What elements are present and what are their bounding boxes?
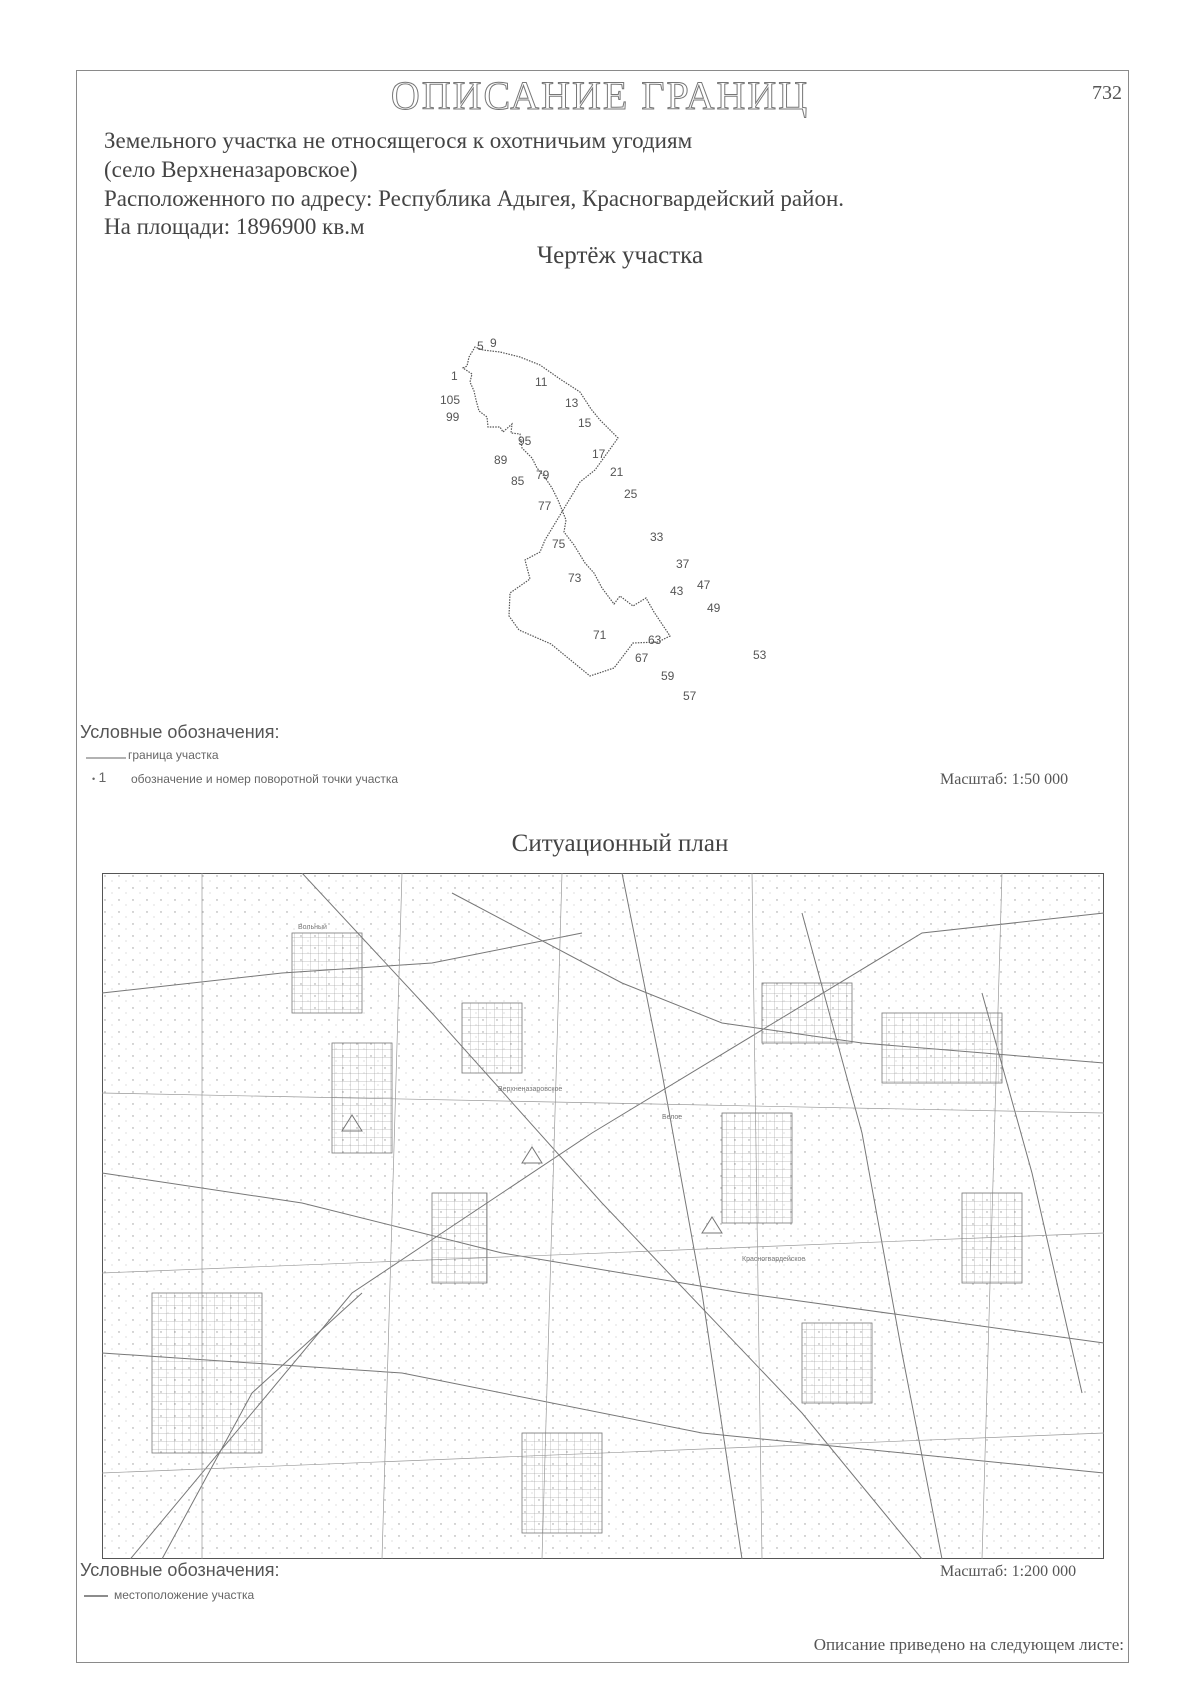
boundary-line-swatch: [86, 752, 126, 762]
point-label: 75: [552, 537, 566, 551]
point-label: 17: [592, 447, 606, 461]
point-label: 71: [593, 628, 607, 642]
turning-point-symbol: • 1: [92, 769, 107, 785]
point-label: 1: [451, 369, 458, 383]
point-label: 105: [440, 393, 461, 407]
location-line-swatch: [84, 1592, 108, 1600]
plot-boundary-drawing: [420, 330, 780, 710]
plot-legend-point-label: обозначение и номер поворотной точки участка: [131, 772, 399, 786]
point-label: 53: [753, 648, 767, 662]
sheet-number: 732: [1092, 82, 1122, 104]
point-label: 9: [490, 336, 497, 350]
map-place-label: Вольный: [298, 924, 327, 931]
plot-drawing-title: Чертёж участка: [536, 242, 704, 269]
situation-legend-location-label: местоположение участка: [114, 1588, 255, 1602]
point-label: 63: [648, 633, 662, 647]
description-line-3: Расположенного по адресу: Республика Адыгея, Красногвардейский район.: [104, 186, 845, 211]
point-label: 73: [568, 571, 582, 585]
point-label: 99: [446, 410, 460, 424]
map-place-label: Верхненазаровское: [498, 1086, 563, 1093]
situation-scale: Масштаб: 1:200 000: [940, 1563, 1077, 1580]
plot-legend-boundary-label: граница участка: [128, 748, 219, 762]
point-label: 33: [650, 530, 664, 544]
situation-map: [102, 873, 1104, 1559]
plot-scale: Масштаб: 1:50 000: [940, 771, 1069, 788]
point-dot-icon: •: [92, 774, 96, 784]
point-label: 95: [518, 434, 532, 448]
plot-legend-title: Условные обозначения:: [80, 722, 280, 742]
footer-note: Описание приведено на следующем листе:: [813, 1635, 1124, 1654]
point-label: 79: [536, 468, 550, 482]
plot-point-labels: [440, 336, 767, 703]
description-line-1: Земельного участка не относящегося к охотничьим угодиям: [104, 128, 693, 153]
point-label: 11: [535, 375, 548, 389]
point-label: 5: [477, 339, 484, 353]
point-label: 13: [565, 396, 579, 410]
point-label: 57: [683, 689, 697, 703]
point-label: 47: [697, 578, 711, 592]
map-place-label: Красногвардейское: [742, 1256, 806, 1263]
point-label: 59: [661, 669, 675, 683]
point-label: 67: [635, 651, 649, 665]
situation-plan-title: Ситуационный план: [511, 830, 729, 857]
point-label: 85: [511, 474, 525, 488]
point-label: 89: [494, 453, 508, 467]
document-title: ОПИСАНИЕ ГРАНИЦ: [390, 73, 810, 118]
point-label: 49: [707, 601, 721, 615]
map-place-label: Белое: [662, 1114, 683, 1121]
situation-legend-title: Условные обозначения:: [80, 1560, 280, 1580]
description-line-2: (село Верхненазаровское): [104, 157, 358, 182]
point-label: 25: [624, 487, 638, 501]
description-line-4: На площади: 1896900 кв.м: [104, 214, 365, 239]
point-label: 77: [538, 499, 552, 513]
point-label: 21: [610, 465, 624, 479]
point-label: 43: [670, 584, 684, 598]
point-label: 37: [676, 557, 690, 571]
point-label: 15: [578, 416, 592, 430]
